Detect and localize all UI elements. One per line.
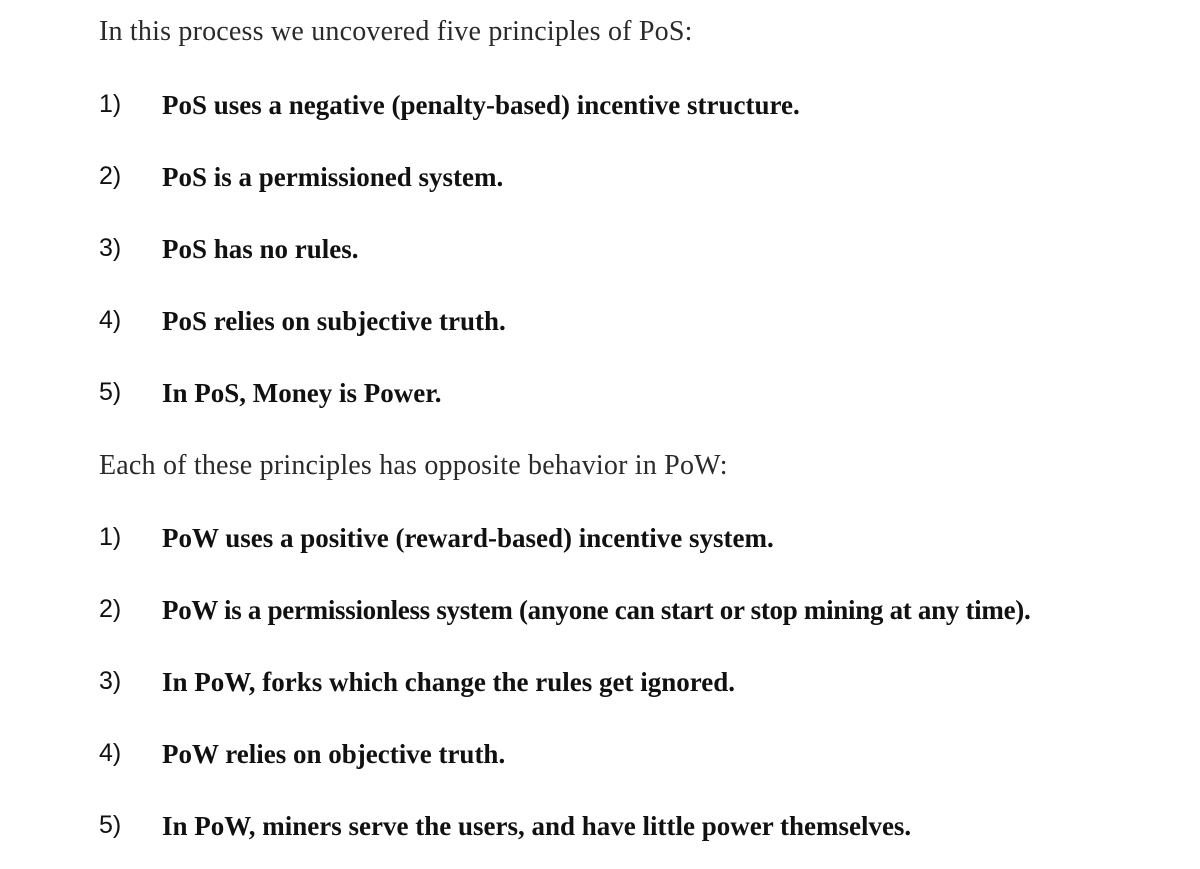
list-item-text: PoS relies on subjective truth. — [162, 306, 506, 336]
list-number: 3) — [99, 234, 122, 262]
transition-paragraph: Each of these principles has opposite behavior in PoW: — [99, 450, 728, 481]
list-number: 2) — [99, 162, 122, 190]
list-number: 5) — [99, 378, 122, 406]
list-item-text: In PoW, forks which change the rules get ignored. — [162, 667, 736, 697]
list-item-text: In PoS, Money is Power. — [162, 378, 442, 408]
list-item-text: PoW is a permissionless system (anyone can start or stop mining at any time). — [162, 595, 1031, 625]
list-item-text: PoS is a permissioned system. — [162, 162, 504, 192]
intro-paragraph: In this process we uncovered five principles of PoS: — [99, 16, 693, 47]
list-item-text: PoS has no rules. — [162, 234, 359, 264]
list-number: 2) — [99, 595, 122, 623]
list-item-text: PoW uses a positive (reward-based) incentive system. — [162, 523, 774, 553]
list-number: 1) — [99, 90, 122, 118]
list-number: 4) — [99, 306, 122, 334]
list-number: 1) — [99, 523, 122, 551]
list-number: 3) — [99, 667, 122, 695]
list-number: 5) — [99, 811, 122, 839]
list-item-text: PoS uses a negative (penalty-based) incentive structure. — [162, 90, 800, 120]
list-item-text: PoW relies on objective truth. — [162, 739, 506, 769]
list-item-text: In PoW, miners serve the users, and have little power themselves. — [162, 811, 912, 841]
list-number: 4) — [99, 739, 122, 767]
